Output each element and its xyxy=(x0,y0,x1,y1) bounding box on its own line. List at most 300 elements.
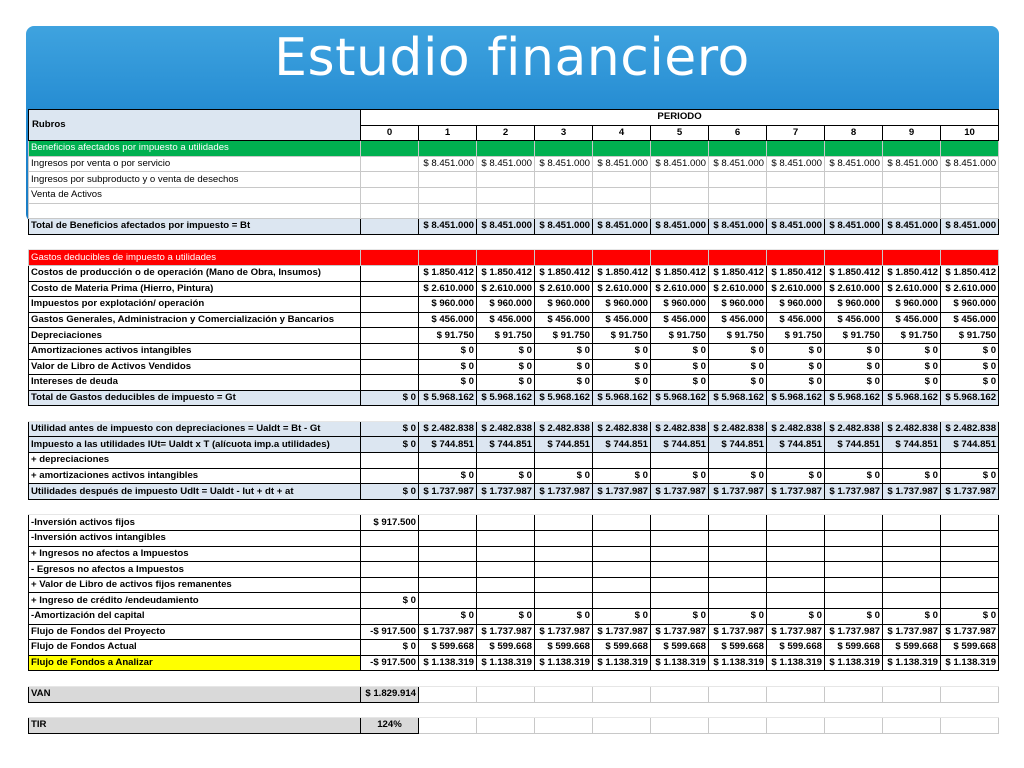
value-cell xyxy=(825,671,883,687)
value-cell: $ 0 xyxy=(941,359,999,375)
period-header-cell: 2 xyxy=(477,125,535,141)
value-cell xyxy=(767,686,825,702)
value-cell xyxy=(535,234,593,250)
value-cell: $ 1.737.987 xyxy=(883,484,941,500)
row-label: Total de Beneficios afectados por impuesto = Bt xyxy=(29,219,361,235)
value-cell: $ 2.482.838 xyxy=(883,421,941,437)
value-cell: $ 0 xyxy=(419,468,477,484)
row-label xyxy=(29,671,361,687)
value-cell: $ 0 xyxy=(941,343,999,359)
value-cell: $ 599.668 xyxy=(535,640,593,656)
value-cell xyxy=(883,718,941,734)
row-label: Flujo de Fondos del Proyecto xyxy=(29,624,361,640)
value-cell xyxy=(941,593,999,609)
value-cell: $ 8.451.000 xyxy=(825,156,883,172)
value-cell xyxy=(419,234,477,250)
value-cell: $ 0 xyxy=(651,359,709,375)
value-cell xyxy=(941,718,999,734)
value-cell xyxy=(477,250,535,266)
table-row xyxy=(29,609,999,625)
value-cell: $ 744.851 xyxy=(419,437,477,453)
table-row xyxy=(29,343,999,359)
value-cell: $ 0 xyxy=(361,421,419,437)
value-cell: $ 1.138.319 xyxy=(767,655,825,671)
value-cell xyxy=(419,702,477,718)
value-cell xyxy=(767,172,825,188)
value-cell xyxy=(767,718,825,734)
value-cell: $ 0 xyxy=(477,468,535,484)
value-cell: $ 1.138.319 xyxy=(709,655,767,671)
spacer-row xyxy=(29,234,999,250)
value-cell: $ 5.968.162 xyxy=(419,390,477,406)
value-cell: $ 0 xyxy=(535,375,593,391)
value-cell xyxy=(941,686,999,702)
value-cell xyxy=(825,499,883,515)
value-cell: $ 0 xyxy=(767,468,825,484)
value-cell: $ 8.451.000 xyxy=(651,156,709,172)
value-cell xyxy=(361,219,419,235)
value-cell: $ 960.000 xyxy=(477,297,535,313)
value-cell xyxy=(651,515,709,531)
value-cell xyxy=(477,562,535,578)
value-cell: $ 0 xyxy=(709,609,767,625)
period-header-cell: 7 xyxy=(767,125,825,141)
value-cell: $ 0 xyxy=(767,375,825,391)
value-cell xyxy=(535,203,593,219)
row-label: + Ingresos no afectos a Impuestos xyxy=(29,546,361,562)
value-cell: $ 1.737.987 xyxy=(883,624,941,640)
value-cell xyxy=(593,702,651,718)
row-label: Flujo de Fondos Actual xyxy=(29,640,361,656)
table-row xyxy=(29,375,999,391)
value-cell: $ 0 xyxy=(825,375,883,391)
value-cell: $ 960.000 xyxy=(535,297,593,313)
value-cell: $ 1.850.412 xyxy=(825,265,883,281)
value-cell: $ 91.750 xyxy=(651,328,709,344)
value-cell: $ 0 xyxy=(593,359,651,375)
period-header-cell: 10 xyxy=(941,125,999,141)
value-cell xyxy=(709,453,767,469)
value-cell xyxy=(709,531,767,547)
value-cell xyxy=(883,562,941,578)
value-cell: $ 0 xyxy=(361,484,419,500)
value-cell xyxy=(477,453,535,469)
value-cell: -$ 917.500 xyxy=(361,655,419,671)
value-cell: $ 744.851 xyxy=(477,437,535,453)
value-cell: $ 0 xyxy=(709,468,767,484)
value-cell: $ 2.482.838 xyxy=(419,421,477,437)
row-label xyxy=(29,234,361,250)
value-cell xyxy=(941,203,999,219)
value-cell xyxy=(883,546,941,562)
value-cell: $ 1.850.412 xyxy=(883,265,941,281)
table-row xyxy=(29,531,999,547)
value-cell: $ 1.138.319 xyxy=(651,655,709,671)
value-cell: $ 0 xyxy=(361,390,419,406)
row-label: Utilidad antes de impuesto con depreciaciones = UaIdt = Bt - Gt xyxy=(29,421,361,437)
value-cell: $ 8.451.000 xyxy=(883,219,941,235)
value-cell: $ 744.851 xyxy=(593,437,651,453)
table-row xyxy=(29,640,999,656)
value-cell xyxy=(883,141,941,157)
table-row xyxy=(29,453,999,469)
value-cell: $ 8.451.000 xyxy=(767,156,825,172)
value-cell: $ 1.138.319 xyxy=(419,655,477,671)
table-row xyxy=(29,468,999,484)
value-cell: $ 2.610.000 xyxy=(651,281,709,297)
value-cell: $ 2.482.838 xyxy=(709,421,767,437)
value-cell xyxy=(477,499,535,515)
value-cell: $ 0 xyxy=(825,359,883,375)
value-cell: $ 2.610.000 xyxy=(709,281,767,297)
value-cell xyxy=(361,141,419,157)
value-cell xyxy=(535,686,593,702)
value-cell: $ 599.668 xyxy=(477,640,535,656)
value-cell: $ 8.451.000 xyxy=(593,219,651,235)
value-cell xyxy=(361,328,419,344)
table-row xyxy=(29,655,999,671)
table-row xyxy=(29,437,999,453)
value-cell xyxy=(825,531,883,547)
value-cell: $ 0 xyxy=(477,609,535,625)
value-cell: $ 0 xyxy=(419,609,477,625)
value-cell: $ 1.737.987 xyxy=(535,484,593,500)
value-cell xyxy=(593,531,651,547)
financial-table xyxy=(28,109,999,734)
value-cell: $ 0 xyxy=(651,609,709,625)
value-cell xyxy=(825,203,883,219)
value-cell xyxy=(593,453,651,469)
row-label: + amortizaciones activos intangibles xyxy=(29,468,361,484)
value-cell xyxy=(883,172,941,188)
value-cell: $ 91.750 xyxy=(419,328,477,344)
value-cell: $ 0 xyxy=(651,343,709,359)
spacer-row xyxy=(29,671,999,687)
value-cell xyxy=(535,531,593,547)
value-cell xyxy=(825,577,883,593)
value-cell xyxy=(361,375,419,391)
row-label: + Valor de Libro de activos fijos remanentes xyxy=(29,577,361,593)
value-cell: $ 0 xyxy=(361,640,419,656)
value-cell: $ 0 xyxy=(419,375,477,391)
value-cell xyxy=(535,562,593,578)
value-cell xyxy=(941,577,999,593)
period-header-cell: 6 xyxy=(709,125,767,141)
value-cell xyxy=(825,234,883,250)
value-cell xyxy=(361,577,419,593)
row-label: Beneficios afectados por impuesto a utilidades xyxy=(29,141,361,157)
value-cell xyxy=(361,265,419,281)
value-cell: $ 0 xyxy=(477,343,535,359)
row-label xyxy=(29,702,361,718)
value-cell xyxy=(651,671,709,687)
value-cell xyxy=(767,562,825,578)
value-cell xyxy=(593,250,651,266)
period-header-cell: 3 xyxy=(535,125,593,141)
table-row xyxy=(29,359,999,375)
value-cell: $ 5.968.162 xyxy=(477,390,535,406)
value-cell xyxy=(883,686,941,702)
row-label: - Egresos no afectos a Impuestos xyxy=(29,562,361,578)
value-cell xyxy=(419,562,477,578)
value-cell: $ 5.968.162 xyxy=(651,390,709,406)
value-cell: $ 0 xyxy=(593,468,651,484)
value-cell xyxy=(883,593,941,609)
value-cell: $ 0 xyxy=(767,343,825,359)
value-cell: $ 0 xyxy=(535,609,593,625)
value-cell xyxy=(767,250,825,266)
value-cell xyxy=(767,593,825,609)
value-cell: $ 8.451.000 xyxy=(883,156,941,172)
table-row xyxy=(29,141,999,157)
value-cell xyxy=(767,234,825,250)
value-cell xyxy=(883,515,941,531)
value-cell: $ 2.610.000 xyxy=(941,281,999,297)
value-cell xyxy=(593,141,651,157)
row-label: Ingresos por subproducto y o venta de desechos xyxy=(29,172,361,188)
value-cell: $ 5.968.162 xyxy=(709,390,767,406)
value-cell xyxy=(825,406,883,422)
value-cell xyxy=(825,515,883,531)
value-cell xyxy=(477,141,535,157)
value-cell: $ 1.138.319 xyxy=(535,655,593,671)
value-cell: $ 0 xyxy=(825,609,883,625)
value-cell xyxy=(361,531,419,547)
value-cell xyxy=(709,686,767,702)
value-cell xyxy=(941,234,999,250)
value-cell: $ 960.000 xyxy=(419,297,477,313)
value-cell xyxy=(419,250,477,266)
value-cell: $ 0 xyxy=(883,609,941,625)
period-header-cell: 4 xyxy=(593,125,651,141)
value-cell xyxy=(419,686,477,702)
value-cell xyxy=(883,187,941,203)
table-row xyxy=(29,390,999,406)
value-cell xyxy=(593,406,651,422)
value-cell xyxy=(651,577,709,593)
value-cell xyxy=(709,187,767,203)
row-label: + Ingreso de crédito /endeudamiento xyxy=(29,593,361,609)
value-cell: $ 2.482.838 xyxy=(767,421,825,437)
value-cell xyxy=(767,453,825,469)
value-cell xyxy=(651,250,709,266)
value-cell xyxy=(883,250,941,266)
row-label: -Amortización del capital xyxy=(29,609,361,625)
row-label: -Inversión activos fijos xyxy=(29,515,361,531)
table-row xyxy=(29,546,999,562)
value-cell: $ 1.737.987 xyxy=(477,624,535,640)
value-cell: $ 0 xyxy=(825,468,883,484)
row-label: -Inversión activos intangibles xyxy=(29,531,361,547)
table-row xyxy=(29,686,999,702)
value-cell xyxy=(767,203,825,219)
value-cell xyxy=(477,718,535,734)
value-cell: $ 599.668 xyxy=(941,640,999,656)
value-cell xyxy=(593,577,651,593)
row-label: Gastos deducibles de impuesto a utilidades xyxy=(29,250,361,266)
value-cell: $ 1.850.412 xyxy=(593,265,651,281)
row-label: Venta de Activos xyxy=(29,187,361,203)
value-cell xyxy=(825,593,883,609)
row-label: Amortizaciones activos intangibles xyxy=(29,343,361,359)
value-cell xyxy=(593,234,651,250)
value-cell xyxy=(709,718,767,734)
value-cell: $ 5.968.162 xyxy=(767,390,825,406)
value-cell xyxy=(767,546,825,562)
value-cell xyxy=(593,499,651,515)
row-label: Total de Gastos deducibles de impuesto = Gt xyxy=(29,390,361,406)
value-cell xyxy=(651,593,709,609)
value-cell: $ 456.000 xyxy=(767,312,825,328)
value-cell: $ 744.851 xyxy=(825,437,883,453)
value-cell xyxy=(651,187,709,203)
value-cell: $ 8.451.000 xyxy=(709,156,767,172)
table-row xyxy=(29,187,999,203)
value-cell: $ 1.850.412 xyxy=(709,265,767,281)
value-cell xyxy=(825,187,883,203)
value-cell xyxy=(477,203,535,219)
value-cell xyxy=(419,187,477,203)
row-label: Utilidades después de impuesto UdIt = UaIdt - Iut + dt + at xyxy=(29,484,361,500)
table-row xyxy=(29,328,999,344)
value-cell: $ 8.451.000 xyxy=(651,219,709,235)
value-cell xyxy=(883,234,941,250)
value-cell: $ 0 xyxy=(883,468,941,484)
value-cell: $ 8.451.000 xyxy=(941,156,999,172)
value-cell xyxy=(593,593,651,609)
value-cell xyxy=(535,499,593,515)
row-label: Intereses de deuda xyxy=(29,375,361,391)
value-cell xyxy=(709,141,767,157)
value-cell xyxy=(767,577,825,593)
value-cell xyxy=(419,453,477,469)
value-cell: $ 5.968.162 xyxy=(535,390,593,406)
value-cell xyxy=(709,593,767,609)
value-cell: $ 2.610.000 xyxy=(593,281,651,297)
value-cell xyxy=(825,562,883,578)
value-cell xyxy=(361,406,419,422)
value-cell: $ 599.668 xyxy=(883,640,941,656)
value-cell xyxy=(535,593,593,609)
value-cell: $ 0 xyxy=(709,375,767,391)
spacer-row xyxy=(29,702,999,718)
value-cell xyxy=(593,515,651,531)
value-cell: $ 2.610.000 xyxy=(535,281,593,297)
value-cell xyxy=(477,702,535,718)
value-cell xyxy=(651,531,709,547)
row-label: Valor de Libro de Activos Vendidos xyxy=(29,359,361,375)
value-cell xyxy=(825,718,883,734)
value-cell: $ 0 xyxy=(941,375,999,391)
table-row xyxy=(29,172,999,188)
value-cell: $ 744.851 xyxy=(767,437,825,453)
value-cell: $ 456.000 xyxy=(535,312,593,328)
table-row xyxy=(29,219,999,235)
value-cell xyxy=(941,453,999,469)
value-cell xyxy=(361,172,419,188)
value-cell xyxy=(361,297,419,313)
value-cell xyxy=(535,546,593,562)
value-cell: $ 1.850.412 xyxy=(477,265,535,281)
period-header-cell: 5 xyxy=(651,125,709,141)
value-cell xyxy=(825,453,883,469)
table-row xyxy=(29,718,999,734)
value-cell xyxy=(361,562,419,578)
value-cell xyxy=(535,250,593,266)
value-cell xyxy=(941,187,999,203)
value-cell xyxy=(419,577,477,593)
value-cell: $ 0 xyxy=(535,359,593,375)
value-cell: $ 8.451.000 xyxy=(825,219,883,235)
value-cell: $ 1.737.987 xyxy=(767,484,825,500)
value-cell xyxy=(477,593,535,609)
slide-title: Estudio financiero xyxy=(274,28,750,88)
value-cell xyxy=(767,515,825,531)
value-cell xyxy=(941,546,999,562)
table-row xyxy=(29,203,999,219)
value-cell: $ 0 xyxy=(535,468,593,484)
value-cell xyxy=(941,406,999,422)
value-cell: $ 599.668 xyxy=(419,640,477,656)
value-cell xyxy=(419,406,477,422)
value-cell xyxy=(361,546,419,562)
value-cell: $ 91.750 xyxy=(825,328,883,344)
value-cell xyxy=(709,562,767,578)
value-cell: $ 91.750 xyxy=(883,328,941,344)
value-cell: $ 599.668 xyxy=(709,640,767,656)
value-cell xyxy=(767,187,825,203)
value-cell xyxy=(767,499,825,515)
value-cell xyxy=(941,531,999,547)
value-cell xyxy=(825,250,883,266)
value-cell: $ 2.610.000 xyxy=(825,281,883,297)
value-cell: $ 456.000 xyxy=(477,312,535,328)
value-cell: $ 5.968.162 xyxy=(825,390,883,406)
value-cell: $ 456.000 xyxy=(593,312,651,328)
value-cell: $ 599.668 xyxy=(651,640,709,656)
value-cell xyxy=(825,702,883,718)
value-cell: $ 2.482.838 xyxy=(593,421,651,437)
value-cell xyxy=(535,406,593,422)
value-cell: $ 960.000 xyxy=(593,297,651,313)
row-label: TIR xyxy=(29,718,361,734)
value-cell xyxy=(419,203,477,219)
value-cell: $ 456.000 xyxy=(883,312,941,328)
value-cell: $ 8.451.000 xyxy=(477,156,535,172)
value-cell: $ 1.737.987 xyxy=(825,624,883,640)
value-cell xyxy=(419,172,477,188)
value-cell: $ 0 xyxy=(883,343,941,359)
value-cell xyxy=(477,671,535,687)
value-cell: $ 0 xyxy=(883,359,941,375)
row-label xyxy=(29,203,361,219)
value-cell xyxy=(477,234,535,250)
value-cell xyxy=(361,453,419,469)
value-cell: $ 0 xyxy=(825,343,883,359)
value-cell: -$ 917.500 xyxy=(361,624,419,640)
value-cell: $ 0 xyxy=(477,359,535,375)
value-cell xyxy=(709,250,767,266)
value-cell: $ 456.000 xyxy=(419,312,477,328)
value-cell xyxy=(419,593,477,609)
value-cell: $ 1.138.319 xyxy=(941,655,999,671)
value-cell xyxy=(477,531,535,547)
value-cell xyxy=(361,499,419,515)
value-cell: $ 1.737.987 xyxy=(825,484,883,500)
value-cell: $ 1.850.412 xyxy=(535,265,593,281)
value-cell: $ 2.610.000 xyxy=(419,281,477,297)
table-row xyxy=(29,297,999,313)
